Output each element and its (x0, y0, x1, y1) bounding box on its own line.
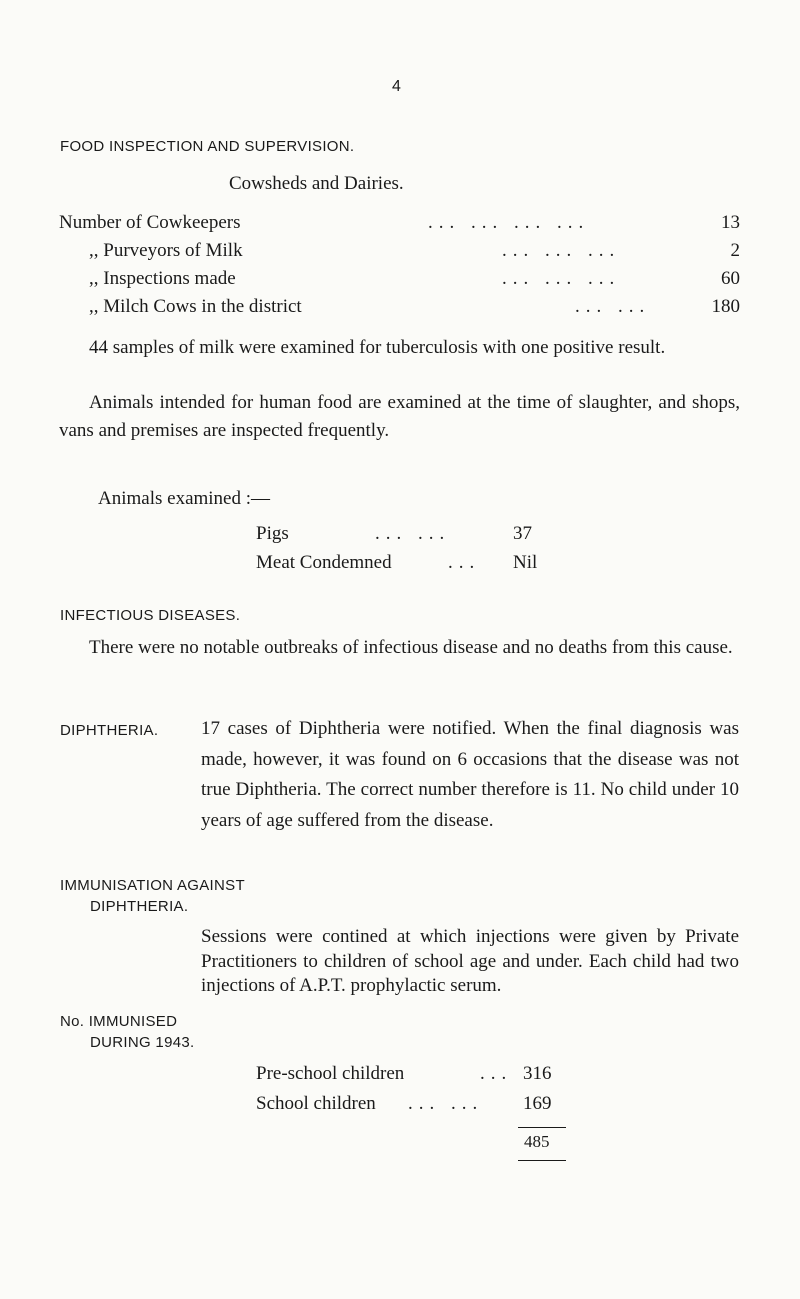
row-label: ,, Milch Cows in the district (89, 296, 302, 317)
row-dots: ... ... ... (502, 240, 621, 261)
infectious-diseases-heading: INFECTIOUS DISEASES. (60, 607, 241, 624)
row-label: ,, Inspections made (89, 268, 236, 289)
immunised-heading-line2: DURING 1943. (90, 1034, 195, 1051)
animal-value: 37 (513, 523, 532, 544)
row-dots: ... ... ... ... (428, 212, 590, 233)
row-label: ,, Purveyors of Milk (89, 240, 243, 261)
animal-label: Meat Condemned (256, 552, 392, 573)
slaughter-paragraph: Animals intended for human food are examined at the time of slaughter, and shops, vans and premises are inspected frequently. (59, 392, 740, 441)
total-rule-bottom (518, 1160, 566, 1161)
immunised-total: 485 (524, 1132, 550, 1151)
immunised-row-label: Pre-school children (256, 1063, 405, 1084)
immunised-row-dots: ... (480, 1063, 513, 1084)
immunised-row-value: 316 (523, 1063, 552, 1084)
row-value: 60 (721, 268, 740, 289)
row-value: 2 (730, 240, 740, 261)
diphtheria-paragraph: 17 cases of Diphtheria were notified. When the final diagnosis was made, however, it was found on 6 occasions that the disease was not true Diphtheria. The correct number therefore is 11. No child under 10 years of age suffered from the disease. (201, 718, 739, 831)
immunised-row-value: 169 (523, 1093, 552, 1114)
animals-examined-heading: Animals examined :— (98, 488, 271, 509)
immunisation-paragraph: Sessions were contined at which injections were given by Private Practitioners to children of school age and under. Each child had two injections of A.P.T. prophylactic serum. (201, 926, 739, 996)
immunised-row-label: School children (256, 1093, 376, 1114)
cowsheds-subheading: Cowsheds and Dairies. (229, 173, 404, 194)
animal-value: Nil (513, 552, 538, 573)
row-value: 13 (721, 212, 740, 233)
animal-dots: ... ... (375, 523, 451, 544)
immunised-row-dots: ... ... (408, 1093, 484, 1114)
row-label: Number of Cowkeepers (59, 212, 241, 233)
immunisation-heading-line1: IMMUNISATION AGAINST (60, 877, 245, 894)
infectious-paragraph: There were no notable outbreaks of infectious disease and no deaths from this cause. (89, 637, 733, 658)
row-dots: ... ... ... (502, 268, 621, 289)
diphtheria-heading: DIPHTHERIA. (60, 722, 159, 739)
row-value: 180 (711, 296, 740, 317)
animal-dots: ... (448, 552, 481, 573)
row-dots: ... ... (575, 296, 651, 317)
animal-label: Pigs (256, 523, 289, 544)
page-number: 4 (392, 78, 402, 95)
milk-samples-paragraph: 44 samples of milk were examined for tuberculosis with one positive result. (89, 337, 666, 358)
total-rule-top (518, 1127, 566, 1128)
immunised-heading-line1: No. IMMUNISED (60, 1013, 178, 1030)
immunisation-heading-line2: DIPHTHERIA. (90, 898, 189, 915)
food-inspection-heading: FOOD INSPECTION AND SUPERVISION. (60, 138, 355, 155)
